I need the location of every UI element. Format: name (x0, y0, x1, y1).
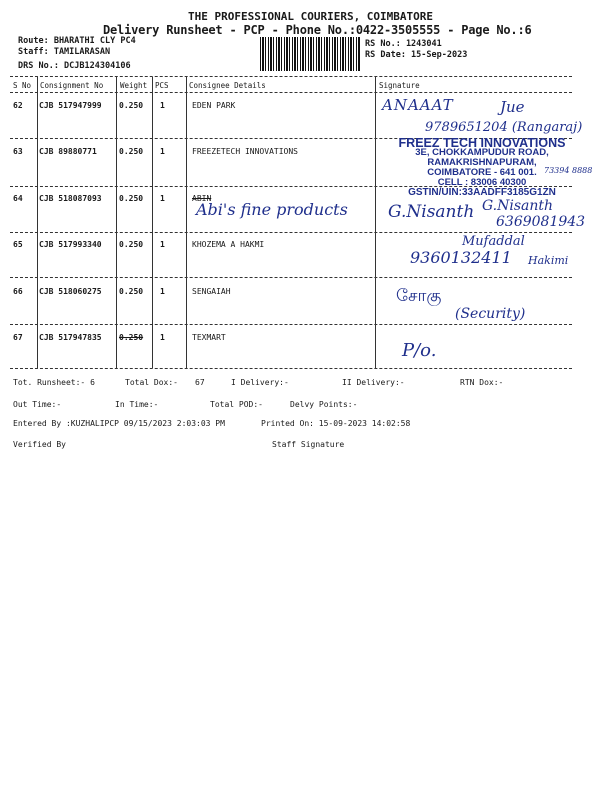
row-consignment: CJB 517947835 (39, 333, 102, 342)
row-weight: 0.250 (119, 240, 144, 249)
row-consignment: CJB 518060275 (39, 287, 102, 296)
name-row65: Mufaddal (462, 234, 525, 249)
row-sno: 64 (13, 194, 23, 203)
row-weight: 0.250 (119, 287, 144, 296)
drs-number: DRS No.: DCJB124304106 (18, 61, 131, 71)
i-delivery: I Delivery:- (231, 378, 289, 387)
staff-signature: Staff Signature (272, 440, 345, 449)
delvy-points: Delvy Points:- (290, 400, 358, 409)
row-pcs: 1 (160, 194, 165, 203)
stamp-line3: COIMBATORE - 641 001. (427, 167, 537, 178)
row-consignment: CJB 517947999 (39, 101, 102, 110)
in-time: In Time:- (115, 400, 159, 409)
col-signature: Signature (379, 81, 420, 90)
ii-delivery: II Delivery:- (342, 378, 405, 387)
row-weight: 0.250 (119, 194, 144, 203)
row-consignment: CJB 517993340 (39, 240, 102, 249)
phone-row63: 73394 8888 (544, 166, 593, 175)
row-rule (10, 277, 572, 278)
stamp-line2: RAMAKRISHNAPURAM, (427, 157, 537, 168)
col-sno: S No (13, 81, 32, 90)
stamp-name: FREEZ TECH INNOVATIONS (398, 136, 566, 150)
row-pcs: 1 (160, 287, 165, 296)
row-sno: 62 (13, 101, 23, 110)
phone-row62: 9789651204 (Rangaraj) (425, 120, 583, 135)
row-sno: 65 (13, 240, 23, 249)
row-rule (10, 232, 572, 233)
phone-row65: 9360132411 (410, 248, 512, 267)
note-row66: (Security) (455, 306, 526, 322)
total-pod: Total POD:- (210, 400, 263, 409)
row-consignee: SENGAIAH (192, 287, 231, 296)
row-consignee: TEXMART (192, 333, 226, 342)
consignee-handwritten-row64: Abi's fine products (196, 200, 348, 219)
row-pcs: 1 (160, 147, 165, 156)
entered-by: Entered By :KUZHALIPCP 09/15/2023 2:03:03 PM (13, 419, 225, 428)
row-sno: 66 (13, 287, 23, 296)
row-sno: 67 (13, 333, 23, 342)
tot-runsheet: Tot. Runsheet:- 6 (13, 378, 95, 387)
signature-row62-b: Jue (500, 98, 525, 116)
row-consignee: FREEZETECH INNOVATIONS (192, 147, 298, 156)
row-pcs: 1 (160, 240, 165, 249)
row-pcs: 1 (160, 101, 165, 110)
signature-row62: ANAAAT (382, 96, 454, 114)
signature-row64-b: G.Nisanth (482, 198, 554, 214)
rs-date: RS Date: 15-Sep-2023 (365, 50, 468, 60)
rs-number: RS No.: 1243041 (365, 39, 442, 49)
row-consignee: KHOZEMA A HAKMI (192, 240, 265, 249)
row-rule (10, 324, 572, 325)
printed-on: Printed On: 15-09-2023 14:02:58 (261, 419, 411, 428)
col-consignment: Consignment No (40, 81, 104, 90)
barcode (260, 37, 360, 71)
row-consignee: ABIN (192, 194, 212, 203)
stamp-line4: CELL : 83006 40300 (437, 177, 527, 188)
total-dox-value: 67 (195, 378, 205, 387)
col-weight: Weight (120, 81, 148, 90)
rtn-dox: RTN Dox:- (460, 378, 504, 387)
out-time: Out Time:- (13, 400, 62, 409)
row-weight: 0.250 (119, 147, 144, 156)
col-consignee: Consignee Details (189, 81, 266, 90)
row-consignment: CJB 518087093 (39, 194, 102, 203)
stamp-line1: 3E, CHOKKAMPUDUR ROAD, (415, 147, 549, 158)
signature-row64-a: G.Nisanth (388, 202, 475, 222)
verified-by: Verified By (13, 440, 66, 449)
staff-label: Staff: TAMILARASAN (18, 47, 111, 57)
signature-row67: P/o. (402, 340, 437, 361)
row-weight: 0.250 (119, 333, 144, 342)
extra-row65: Hakimi (528, 254, 569, 267)
route-label: Route: BHARATHI CLY PC4 (18, 36, 136, 46)
row-consignee: EDEN PARK (192, 101, 236, 110)
row-pcs: 1 (160, 333, 165, 342)
row-weight: 0.250 (119, 101, 144, 110)
signature-row66: சோகு (396, 286, 442, 306)
col-pcs: PCS (155, 81, 169, 90)
stamp-gst: GSTIN/UIN:33AADFF3185G1ZN (408, 187, 556, 198)
table-header-rule (10, 92, 572, 93)
company-name: THE PROFESSIONAL COURIERS, COIMBATORE (188, 10, 434, 23)
runsheet-title: Delivery Runsheet - PCP - Phone No.:0422-3505555 - Page No.:6 (103, 23, 532, 37)
table-top-rule (10, 76, 572, 77)
total-dox-label: Total Dox:- (125, 378, 178, 387)
row-sno: 63 (13, 147, 23, 156)
phone-row64: 6369081943 (496, 214, 586, 230)
row-consignment: CJB 89880771 (39, 147, 97, 156)
table-bottom-rule (10, 368, 572, 369)
